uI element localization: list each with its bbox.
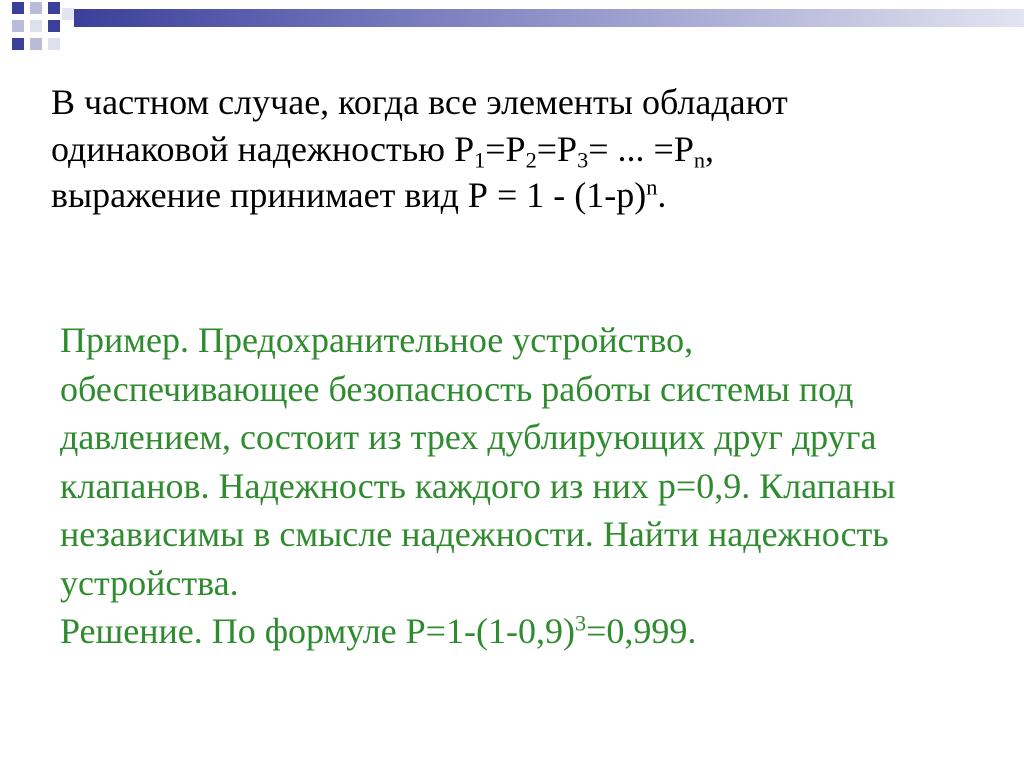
header-decoration	[0, 0, 1024, 60]
deco-square	[12, 2, 24, 14]
superscript: 3	[574, 610, 587, 636]
intro-text: .	[657, 175, 667, 215]
example-paragraph	[60, 316, 1020, 656]
solution-text: Решение. По формуле Р=1-(1-0,9)	[60, 611, 575, 651]
solution-text: =0,999.	[586, 611, 697, 651]
deco-square	[12, 20, 24, 32]
deco-square	[30, 20, 42, 32]
deco-square	[12, 38, 24, 50]
deco-square	[30, 2, 42, 14]
example-line: Пример. Предохранительное устройство,	[60, 320, 694, 360]
example-line: давлением, состоит из трех дублирующих друг друга	[60, 417, 877, 457]
intro-text: одинаковой надежностью P	[51, 128, 475, 169]
solution-line	[60, 607, 1020, 656]
subscript: 2	[525, 147, 537, 173]
intro-text: В частном случае, когда все элементы обладают	[51, 82, 788, 122]
intro-paragraph	[51, 79, 1011, 219]
subscript: n	[693, 147, 706, 173]
example-line: устройства.	[60, 562, 239, 603]
deco-square	[48, 20, 60, 32]
intro-line	[51, 79, 1011, 126]
intro-text: ,	[705, 128, 715, 169]
subscript: 1	[474, 147, 486, 173]
intro-text: =P	[485, 128, 526, 169]
deco-square	[48, 38, 60, 50]
deco-square	[30, 38, 42, 50]
intro-text: = ... =P	[588, 128, 694, 169]
superscript: n	[646, 174, 658, 200]
intro-line	[51, 126, 1011, 173]
intro-text: выражение принимает вид Р = 1 - (1-р)	[51, 175, 647, 215]
intro-text: =P	[536, 128, 578, 169]
deco-square	[62, 8, 74, 20]
deco-square	[48, 2, 60, 14]
example-line: независимы в смысле надежности. Найти надежность	[60, 514, 889, 554]
intro-line	[51, 172, 1011, 219]
header-gradient-bar	[74, 9, 1024, 27]
subscript: 3	[577, 147, 589, 173]
example-line: клапанов. Надежность каждого из них р=0,9. Клапаны	[60, 465, 896, 506]
example-line: обеспечивающее безопасность работы системы под	[60, 368, 854, 409]
